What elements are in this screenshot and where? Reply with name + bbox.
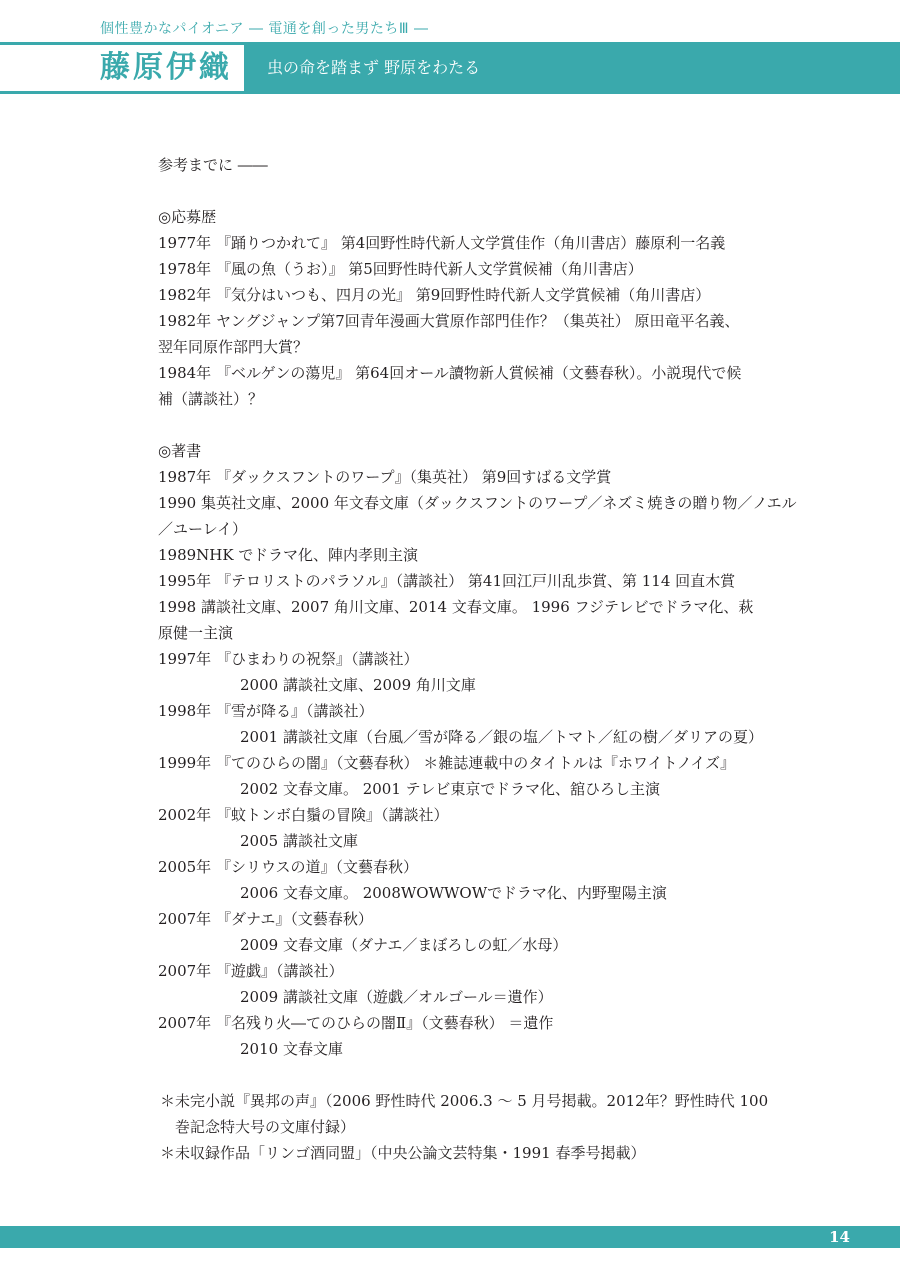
note-line: ＊未完小説『異邦の声』（2006 野性時代 2006.3 ～ 5 月号掲載。2012年？野性時代 100 xyxy=(160,1092,769,1110)
work-edition-line: 2009 講談社文庫（遊戯／オルゴール＝遺作） xyxy=(240,988,553,1006)
work-edition-line: 2005 講談社文庫 xyxy=(240,832,358,850)
work-line: 1999年 『てのひらの闇』（文藝春秋） ＊雑誌連載中のタイトルは『ホワイトノイズ』 xyxy=(158,754,736,772)
note-line: 巻記念特大号の文庫付録） xyxy=(175,1118,356,1136)
application-line: 翌年同原作部門大賞？ xyxy=(158,338,309,356)
work-edition-line: 2009 文春文庫（ダナエ／まぼろしの虹／水母） xyxy=(240,936,568,954)
application-line: 1978年 『風の魚（うお）』 第5回野性時代新人文学賞候補（角川書店） xyxy=(158,260,643,278)
application-line: 1977年 『踊りつかれて』 第4回野性時代新人文学賞佳作（角川書店）藤原利一名義 xyxy=(158,234,726,252)
footer-bar xyxy=(0,1226,900,1248)
note-line: ＊未収録作品「リンゴ酒同盟」（中央公論文芸特集・1991 春季号掲載） xyxy=(160,1144,646,1162)
work-edition-line: 2001 講談社文庫（台風／雪が降る／銀の塩／トマト／紅の樹／ダリアの夏） xyxy=(240,728,763,746)
work-line: 2002年 『蚊トンボ白鬚の冒険』（講談社） xyxy=(158,806,449,824)
work-edition-line: 2010 文春文庫 xyxy=(240,1040,343,1058)
work-line: 1998 講談社文庫、2007 角川文庫、2014 文春文庫。 1996 フジテレビでドラマ化、萩 xyxy=(158,598,754,616)
work-line: 1997年 『ひまわりの祝祭』（講談社） xyxy=(158,650,419,668)
work-edition-line: 2000 講談社文庫、2009 角川文庫 xyxy=(240,676,476,694)
intro-line: 参考までに ―― xyxy=(158,156,268,174)
work-line: 原健一主演 xyxy=(158,624,234,642)
work-edition-line: 2006 文春文庫。 2008WOWWOWでドラマ化、内野聖陽主演 xyxy=(240,884,667,902)
series-title: 個性豊かなパイオニア ― 電通を創った男たちⅢ ― xyxy=(100,21,429,37)
page-number: 14 xyxy=(829,1228,850,1246)
work-line: 2007年 『ダナエ』（文藝春秋） xyxy=(158,910,373,928)
work-line: 1989NHK でドラマ化、陣内孝則主演 xyxy=(158,546,419,564)
subtitle-text: 虫の命を踏まず 野原をわたる xyxy=(267,58,481,77)
work-line: 2005年 『シリウスの道』（文藝春秋） xyxy=(158,858,418,876)
document-body xyxy=(158,152,798,1166)
work-line: 2007年 『遊戯』（講談社） xyxy=(158,962,344,980)
applications-heading: ◎応募歴 xyxy=(158,208,217,226)
application-line: 1982年 『気分はいつも、四月の光』 第9回野性時代新人文学賞候補（角川書店） xyxy=(158,286,711,304)
work-line: 1987年 『ダックスフントのワープ』（集英社） 第9回すばる文学賞 xyxy=(158,468,612,486)
work-line: 1995年 『テロリストのパラソル』（講談社） 第41回江戸川乱歩賞、第 114 回直木賞 xyxy=(158,572,736,590)
work-line: 1998年 『雪が降る』（講談社） xyxy=(158,702,374,720)
application-line: 1982年 ヤングジャンプ第7回青年漫画大賞原作部門佳作？（集英社） 原田竜平名義、 xyxy=(158,312,740,330)
works-heading: ◎著書 xyxy=(158,442,202,460)
subtitle-bar xyxy=(247,45,900,91)
work-line: ／ユーレイ） xyxy=(158,520,247,538)
page-title: 藤原伊織 xyxy=(100,50,232,85)
application-line: 補（講談社）？ xyxy=(158,390,264,408)
work-edition-line: 2002 文春文庫。 2001 テレビ東京でドラマ化、舘ひろし主演 xyxy=(240,780,661,798)
work-line: 2007年 『名残り火―てのひらの闇Ⅱ』（文藝春秋） ＝遺作 xyxy=(158,1014,554,1032)
application-line: 1984年 『ベルゲンの蕩児』 第64回オール讀物新人賞候補（文藝春秋）。小説現代で候 xyxy=(158,364,742,382)
work-line: 1990 集英社文庫、2000 年文春文庫（ダックスフントのワープ／ネズミ焼きの贈り物／ノエル xyxy=(158,494,797,512)
